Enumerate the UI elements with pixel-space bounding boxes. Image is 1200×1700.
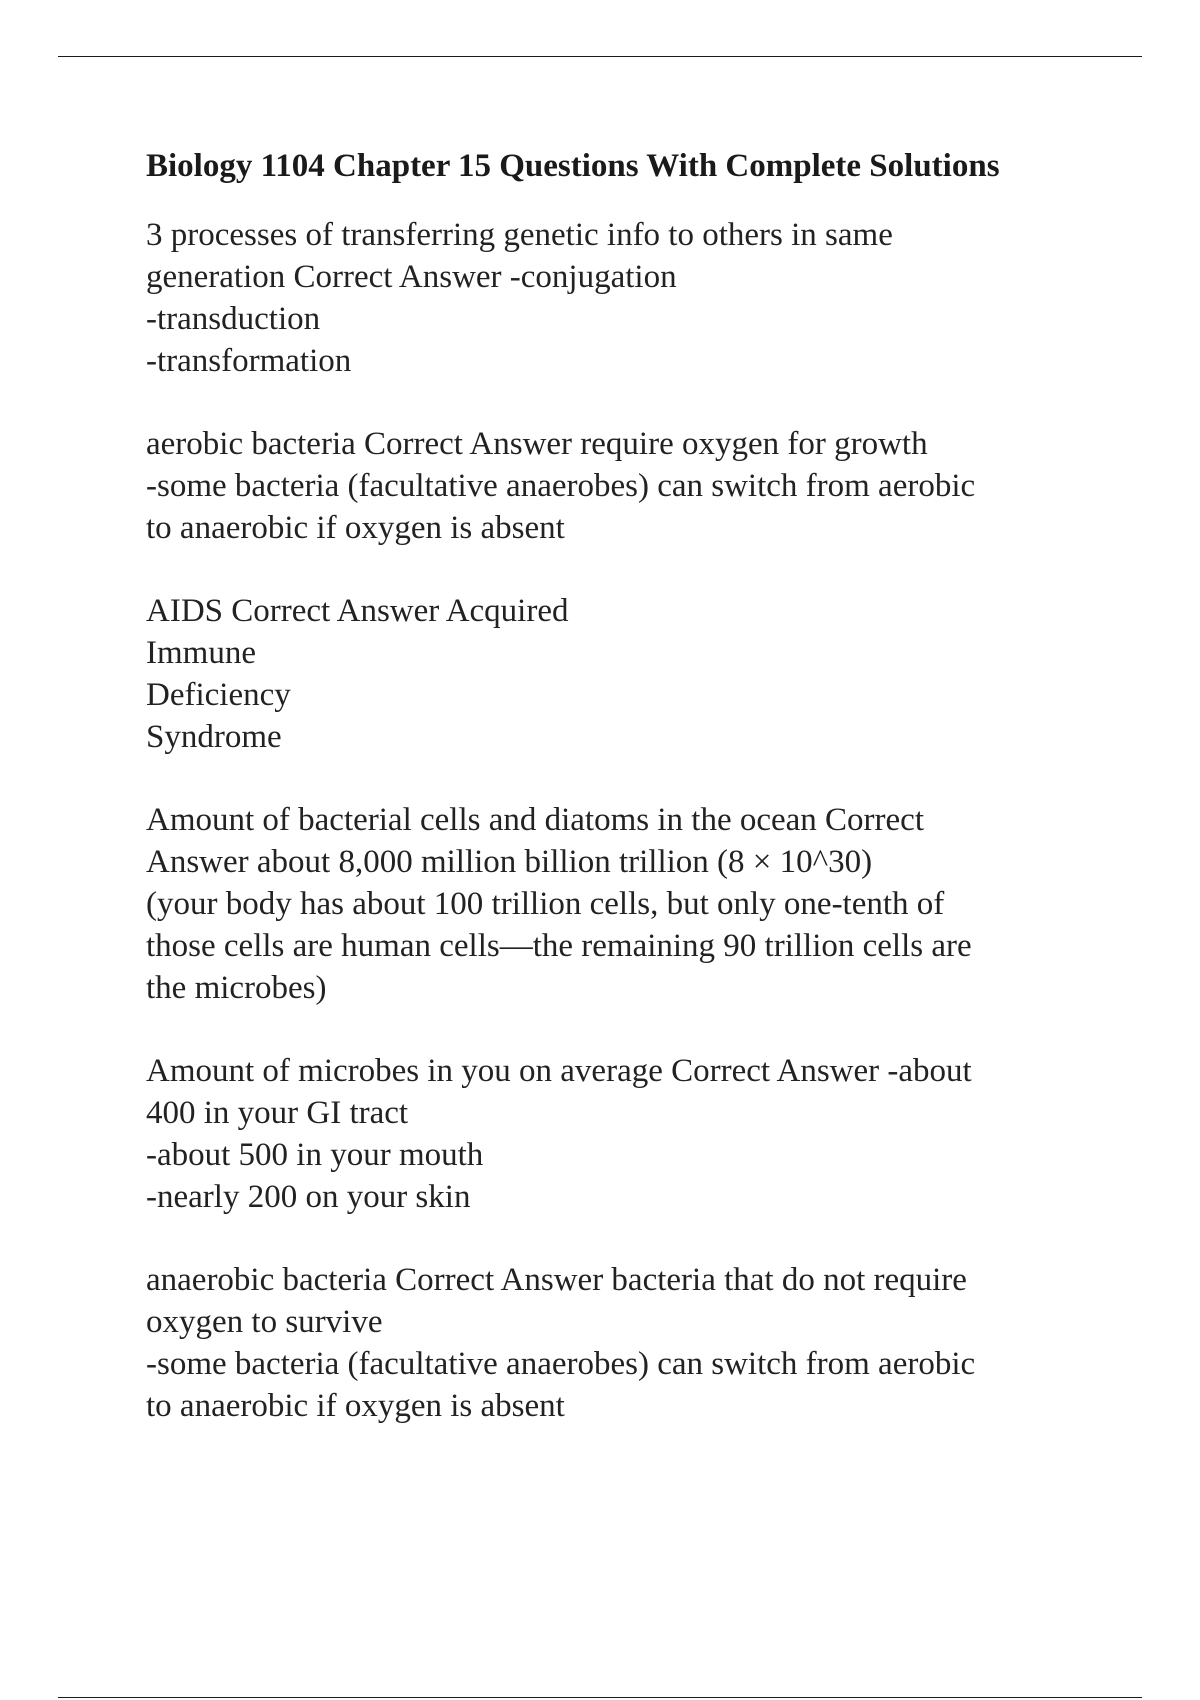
qa-entry-aerobic-bacteria: aerobic bacteria Correct Answer require oxygen for growth -some bacteria (facultative anaerobes) can switch from aerobic to anaerobic if oxygen is absent — [146, 426, 976, 546]
header-rule — [58, 56, 1142, 57]
footer-rule — [58, 1697, 1142, 1698]
qa-entry-ocean-cells: Amount of bacterial cells and diatoms in the ocean Correct Answer about 8,000 million billion trillion (8 × 10^30) (your body has about 100 trillion cells, but only one-tenth of those cells are human cells—the remaining 90 trillion cells are the microbes) — [146, 802, 972, 1006]
qa-list — [146, 214, 1106, 1427]
qa-entry-microbes-in-you: Amount of microbes in you on average Correct Answer -about 400 in your GI tract -about 500 in your mouth -nearly 200 on your skin — [146, 1053, 972, 1215]
qa-entry-genetic-transfer: 3 processes of transferring genetic info to others in same generation Correct Answer -conjugation -transduction -transformation — [146, 217, 893, 379]
document-title: Biology 1104 Chapter 15 Questions With Complete Solutions — [146, 148, 1000, 184]
qa-entry-anaerobic-bacteria: anaerobic bacteria Correct Answer bacteria that do not require oxygen to survive -some bacteria (facultative anaerobes) can switch from aerobic to anaerobic if oxygen is absent — [146, 1262, 976, 1424]
qa-entry-aids: AIDS Correct Answer Acquired Immune Deficiency Syndrome — [146, 593, 569, 755]
document-body — [146, 140, 1106, 1468]
